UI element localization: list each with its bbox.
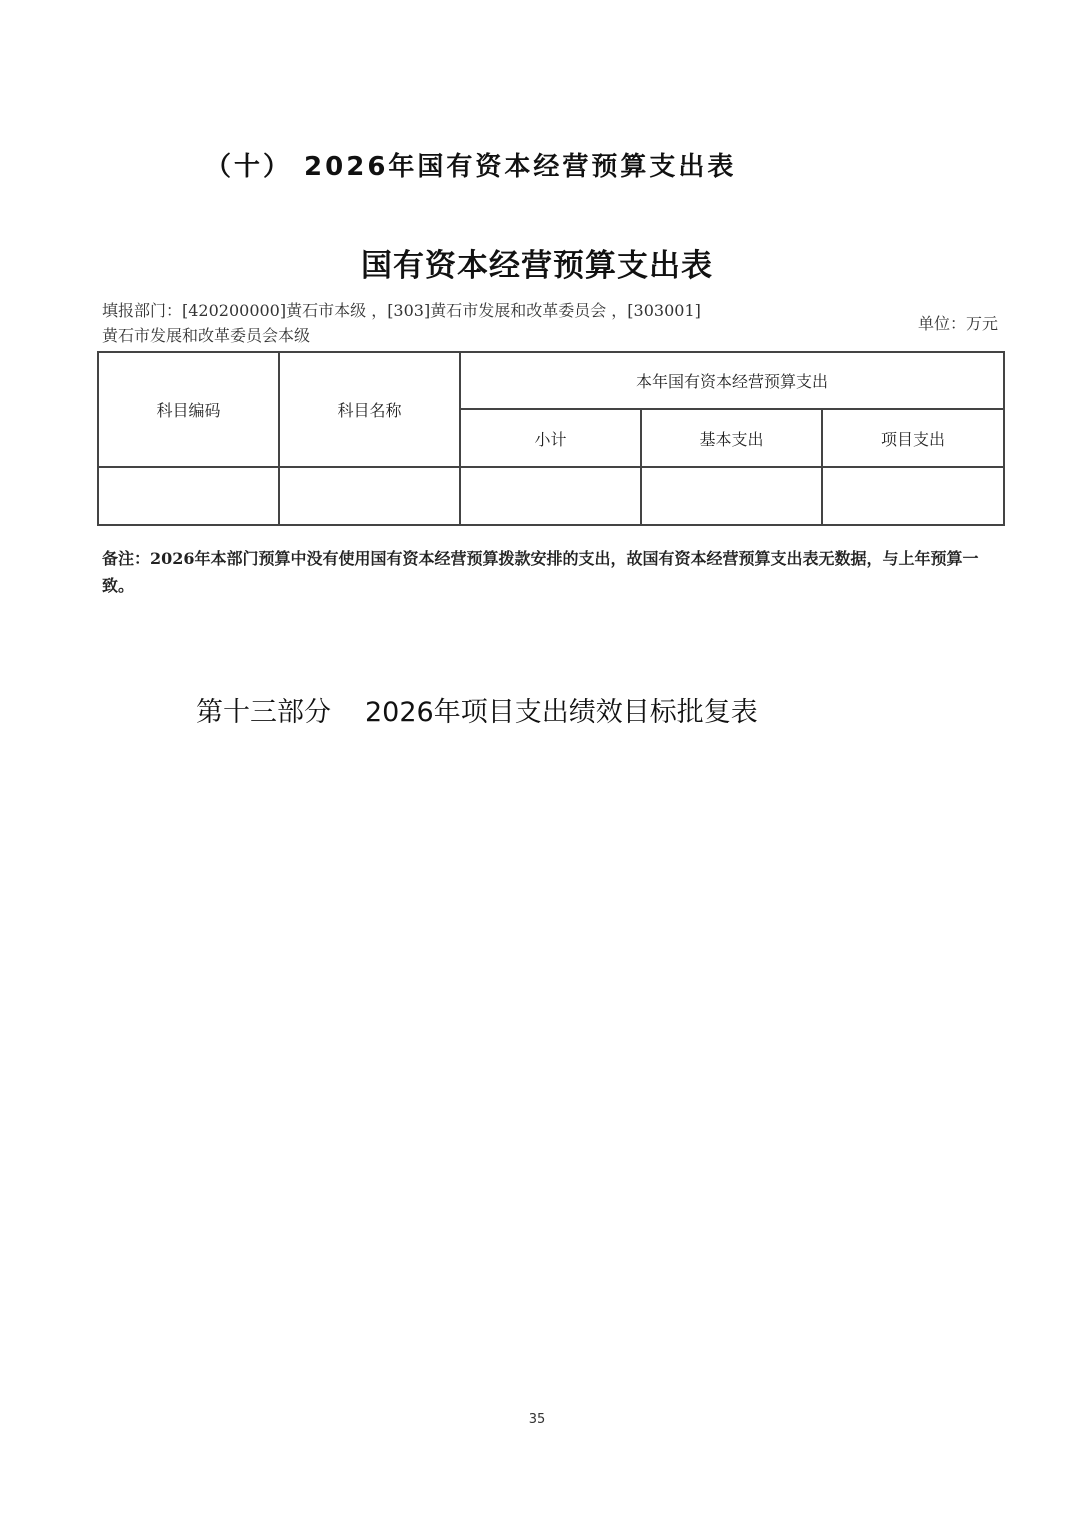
table-row	[98, 467, 1004, 525]
cell-project-expenditure	[822, 467, 1004, 525]
filling-department-line-1: 填报部门：[420200000]黄石市本级 ，[303]黄石市发展和改革委员会 ，[303001]	[102, 301, 701, 320]
header-basic-expenditure: 基本支出	[641, 409, 822, 467]
part-heading	[196, 690, 758, 729]
section-heading: （十） 2026年国有资本经营预算支出表	[205, 152, 737, 182]
remark-note: 备注：2026年本部门预算中没有使用国有资本经营预算拨款安排的支出，故国有资本经营预算支出表无数据，与上年预算一致。	[102, 549, 979, 595]
header-project-expenditure: 项目支出	[822, 409, 1004, 467]
cell-subtotal	[460, 467, 641, 525]
cell-subject-name	[279, 467, 460, 525]
part-heading-title: 2026年项目支出绩效目标批复表	[365, 697, 758, 728]
header-subject-code: 科目编码	[98, 352, 279, 467]
filling-department-line-2: 黄石市发展和改革委员会本级	[102, 326, 311, 345]
filling-department	[102, 298, 862, 348]
budget-table	[97, 351, 1005, 526]
header-subtotal: 小计	[460, 409, 641, 467]
table-title: 国有资本经营预算支出表	[361, 248, 713, 284]
cell-basic-expenditure	[641, 467, 822, 525]
header-subject-name: 科目名称	[279, 352, 460, 467]
unit-label: 单位：万元	[917, 314, 998, 333]
header-current-year-expenditure: 本年国有资本经营预算支出	[460, 352, 1004, 409]
table-header-row	[98, 352, 1004, 409]
cell-subject-code	[98, 467, 279, 525]
page-number: 35	[528, 1412, 546, 1427]
part-heading-label: 第十三部分	[196, 697, 331, 728]
